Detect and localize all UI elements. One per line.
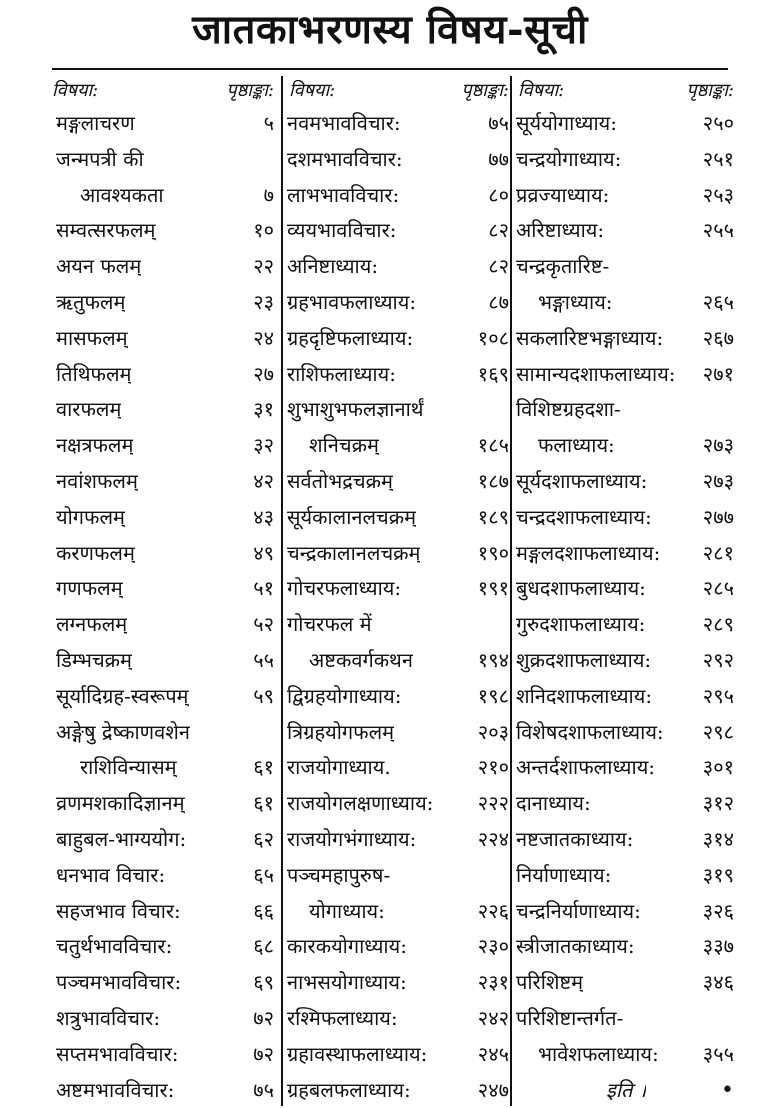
- toc-entry-page: २५०: [702, 111, 734, 135]
- toc-entry: [516, 500, 734, 536]
- toc-entry-page: १०८: [477, 325, 509, 350]
- toc-entry: [52, 750, 274, 786]
- toc-entry-title: त्रिग्रहयोगफलम्: [287, 719, 395, 744]
- end-dot: •: [721, 1077, 734, 1103]
- toc-entry-page: २९२: [702, 647, 734, 672]
- toc-entry: [287, 249, 509, 285]
- toc-entry-title: स्त्रीजातकाध्याय:: [516, 934, 635, 959]
- toc-entry-title: सम्वत्सरफलम्: [56, 218, 156, 243]
- toc-entry: [52, 679, 274, 715]
- toc-entry-title: नवांशफलम्: [56, 468, 138, 493]
- toc-entry-title: विशेषदशाफलाध्याय:: [516, 719, 664, 744]
- toc-entry-title: योगाध्याय:: [309, 898, 385, 923]
- toc-entry-page: २३०: [477, 934, 509, 959]
- toc-entry-page: २४५: [477, 1041, 509, 1066]
- toc-entry-title: सामान्यदशाफलाध्याय:: [516, 361, 676, 386]
- toc-entry-page: [730, 249, 734, 285]
- toc-entry-page: १९१: [477, 576, 509, 601]
- toc-entry: [516, 464, 734, 500]
- toc-entry-page: ३३७: [702, 934, 734, 959]
- toc-entry-page: ६१: [253, 755, 274, 780]
- toc-entry: [52, 929, 274, 965]
- toc-entry-title: अष्टकवर्गकथन: [309, 647, 413, 672]
- toc-entry: [516, 929, 734, 965]
- toc-entry-page: ३५५: [702, 1041, 734, 1066]
- toc-entry: [287, 929, 509, 965]
- toc-entry-title: चन्द्रकृतारिष्ट-: [516, 254, 610, 279]
- toc-column-2: [281, 76, 509, 1106]
- toc-entry-title: सर्वतोभद्रचक्रम्: [287, 468, 393, 493]
- toc-entry-title: लाभभावविचार:: [287, 182, 400, 207]
- toc-entry-title: भङ्गाध्याय:: [538, 289, 613, 314]
- toc-entry-page: २२४: [477, 826, 509, 851]
- toc-entry-page: २७७: [702, 504, 734, 529]
- toc-entry: [287, 894, 509, 930]
- toc-entry: [52, 715, 274, 751]
- toc-entry: [287, 392, 509, 428]
- toc-entry-title: सूर्यादिग्रह-स्वरूपम्: [56, 683, 189, 708]
- toc-entry-page: २८९: [702, 612, 734, 637]
- toc-entry-title: ग्रहबलफलाध्याय:: [287, 1077, 411, 1102]
- header-subject: विषया:: [518, 80, 565, 101]
- toc-entry: [287, 1001, 509, 1037]
- toc-entry-page: ६१: [253, 791, 274, 816]
- toc-entry-title: नक्षत्रफलम्: [56, 433, 134, 458]
- toc-entry-page: २५५: [702, 218, 734, 243]
- toc-entry-page: २१०: [477, 755, 509, 780]
- toc-entry-title: डिम्भचक्रम्: [56, 647, 132, 672]
- toc-entry-page: १९०: [477, 540, 509, 565]
- toc-entry-title: ग्रहावस्थाफलाध्याय:: [287, 1041, 428, 1066]
- toc-entry-title: सूर्यकालानलचक्रम्: [287, 504, 417, 529]
- toc-entry-title: सूर्ययोगाध्याय:: [516, 111, 617, 135]
- toc-entry-page: [730, 392, 734, 428]
- toc-entry-page: ८२: [488, 254, 509, 279]
- toc-entry: [516, 1001, 734, 1037]
- toc-entry-page: ८२: [488, 218, 509, 243]
- toc-entry: [52, 858, 274, 894]
- toc-entry-title: व्ययभावविचार:: [287, 218, 397, 243]
- toc-entry-title: शनिचक्रम्: [309, 433, 379, 458]
- toc-entry-title: तिथिफलम्: [56, 361, 132, 386]
- toc-entry-title: पञ्चमभावविचार:: [56, 970, 182, 995]
- toc-entry-title: सकलारिष्टभङ्गाध्याय:: [516, 325, 664, 350]
- toc-entry-title: परिशिष्टम्: [516, 970, 584, 995]
- toc-entry: [516, 643, 734, 679]
- header-page: पृष्ठाङ्का:: [686, 80, 734, 101]
- toc-entry-page: ८०: [488, 182, 509, 207]
- column-header: [287, 76, 509, 106]
- toc-entry: [516, 392, 734, 428]
- toc-entry-title: मङ्गलदशाफलाध्याय:: [516, 540, 661, 565]
- toc-entry: [516, 213, 734, 249]
- toc-entry: [516, 536, 734, 572]
- toc-entry-title: मासफलम्: [56, 325, 128, 350]
- toc-entry-title: सूर्यदशाफलाध्याय:: [516, 468, 648, 493]
- toc-entry-page: १८५: [477, 433, 509, 458]
- toc-entry: [516, 249, 734, 285]
- toc-entry: [287, 285, 509, 321]
- toc-entry-title: गणफलम्: [56, 576, 123, 601]
- toc-entry: [287, 715, 509, 751]
- toc-entry: [52, 536, 274, 572]
- end-marker: इति ।: [606, 1077, 647, 1102]
- toc-entry-page: ५: [263, 111, 274, 135]
- toc-entry: [52, 428, 274, 464]
- toc-entry: [287, 571, 509, 607]
- toc-entry-title: चन्द्रयोगाध्याय:: [516, 146, 622, 171]
- toc-entry-title: द्विग्रहयोगाध्याय:: [287, 683, 402, 708]
- toc-entry-page: १८९: [477, 504, 509, 529]
- toc-entry-page: २९८: [702, 719, 734, 744]
- toc-entry-title: गोचरफलाध्याय:: [287, 576, 402, 601]
- toc-entry: [52, 965, 274, 1001]
- toc-entry-title: दशमभावविचार:: [287, 146, 403, 171]
- toc-entry: [52, 500, 274, 536]
- toc-entry: [287, 357, 509, 393]
- toc-entry: [516, 428, 734, 464]
- toc-entry-page: ५२: [253, 612, 274, 637]
- toc-entry-title: अयन फलम्: [56, 254, 142, 279]
- toc-entry-title: चन्द्रदशाफलाध्याय:: [516, 504, 652, 529]
- toc-entry: [516, 786, 734, 822]
- toc-entry-page: ३१२: [702, 791, 734, 816]
- toc-entry-title: ग्रहभावफलाध्याय:: [287, 289, 417, 314]
- toc-entry-title: चतुर्थभावविचार:: [56, 934, 173, 959]
- toc-entry: [287, 643, 509, 679]
- toc-entry-title: लग्नफलम्: [56, 612, 128, 637]
- toc-entry-page: ३२६: [702, 898, 734, 923]
- toc-entry-title: वारफलम्: [56, 397, 122, 422]
- toc-entry: [52, 786, 274, 822]
- toc-entry-title: व्रणमशकादिज्ञानम्: [56, 791, 185, 816]
- toc-entry: [287, 607, 509, 643]
- toc-entry: [287, 500, 509, 536]
- toc-entry-page: २९५: [702, 683, 734, 708]
- toc-entry-page: ६५: [253, 862, 274, 887]
- toc-entry-page: १९४: [477, 647, 509, 672]
- toc-entry-title: धनभाव विचार:: [56, 862, 166, 887]
- toc-entry: [516, 142, 734, 178]
- toc-end-row: [516, 1073, 734, 1108]
- toc-entry: [52, 1073, 274, 1108]
- toc-entry-page: २८५: [702, 576, 734, 601]
- toc-entry-page: ६९: [253, 970, 274, 995]
- toc-entry-title: विशिष्टग्रहदशा-: [516, 397, 621, 422]
- toc-entry-page: २३१: [477, 970, 509, 995]
- toc-entry-title: सप्तमभावविचार:: [56, 1041, 179, 1066]
- toc-entry-title: राशिविन्यासम्: [80, 755, 177, 780]
- toc-entry: [287, 178, 509, 214]
- toc-entry-page: २७: [253, 361, 274, 386]
- header-page: पृष्ठाङ्का:: [461, 80, 509, 101]
- toc-entry-title: भावेशफलाध्याय:: [538, 1041, 659, 1066]
- toc-entry-title: राजयोगलक्षणाध्याय:: [287, 791, 434, 816]
- header-subject: विषया:: [52, 80, 99, 101]
- toc-entry-page: ८७: [488, 289, 509, 314]
- toc-entry-page: ३०१: [702, 755, 734, 780]
- toc-entry: [52, 213, 274, 249]
- toc-entry-title: गुरुदशाफलाध्याय:: [516, 612, 646, 637]
- toc-entry-title: चन्द्रनिर्याणाध्याय:: [516, 898, 641, 923]
- toc-entry: [516, 285, 734, 321]
- toc-entry: [516, 750, 734, 786]
- toc-entry: [516, 321, 734, 357]
- toc-entry-title: शुक्रदशाफलाध्याय:: [516, 647, 652, 672]
- toc-entry-page: २२२: [477, 791, 509, 816]
- toc-entry-page: २६७: [702, 325, 734, 350]
- toc-entry: [516, 178, 734, 214]
- toc-entry-page: २४७: [477, 1077, 509, 1102]
- toc-entry-title: करणफलम्: [56, 540, 135, 565]
- toc-entry-page: २४२: [477, 1005, 509, 1030]
- toc-entry: [52, 894, 274, 930]
- column-header: [52, 76, 274, 106]
- toc-entry-page: १९८: [477, 683, 509, 708]
- toc-entry-title: कारकयोगाध्याय:: [287, 934, 407, 959]
- toc-entry: [516, 357, 734, 393]
- toc-entry-page: २७३: [702, 468, 734, 493]
- toc-entry: [516, 679, 734, 715]
- toc-entry-title: जन्मपत्री की: [56, 146, 144, 171]
- toc-entry-page: २७३: [702, 433, 734, 458]
- toc-entry: [52, 285, 274, 321]
- toc-entry-title: पञ्चमहापुरुष-: [287, 862, 391, 887]
- toc-entry: [52, 142, 274, 178]
- toc-entry: [287, 213, 509, 249]
- toc-column-1: [52, 76, 274, 1106]
- toc-entry: [52, 822, 274, 858]
- toc-entry: [516, 715, 734, 751]
- toc-entry-page: २२६: [477, 898, 509, 923]
- toc-entry-page: ५९: [253, 683, 274, 708]
- toc-entry-page: १६९: [477, 361, 509, 386]
- toc-entry: [516, 607, 734, 643]
- toc-entry-title: नवमभावविचार:: [287, 111, 401, 135]
- toc-entry-page: ५५: [253, 647, 274, 672]
- toc-entry-page: ४३: [253, 504, 274, 529]
- toc-entry-page: २२: [253, 254, 274, 279]
- toc-entry-page: [505, 607, 509, 643]
- toc-entry-page: ७७: [488, 146, 509, 171]
- toc-entry: [516, 822, 734, 858]
- toc-entry-page: [730, 1001, 734, 1037]
- toc-entry: [516, 965, 734, 1001]
- toc-entry: [287, 321, 509, 357]
- toc-entry-title: अरिष्टाध्याय:: [516, 218, 605, 243]
- toc-entry-page: ३१: [253, 397, 274, 422]
- toc-entry-title: योगफलम्: [56, 504, 125, 529]
- toc-entry: [52, 571, 274, 607]
- title-rule: [52, 68, 728, 70]
- toc-entry-title: प्रव्रज्याध्याय:: [516, 182, 610, 207]
- toc-entry-title: आवश्यकता: [80, 182, 164, 207]
- toc-entry: [52, 607, 274, 643]
- page-title: जातकाभरणस्य विषय-सूची: [192, 6, 588, 53]
- toc-entry-page: २५३: [702, 182, 734, 207]
- toc-entry: [516, 894, 734, 930]
- toc-entry: [52, 464, 274, 500]
- toc-entry: [52, 1001, 274, 1037]
- toc-entry: [287, 464, 509, 500]
- toc-entry-title: बुधदशाफलाध्याय:: [516, 576, 646, 601]
- toc-entry-title: मङ्गलाचरण: [56, 111, 135, 135]
- toc-entry: [52, 321, 274, 357]
- toc-entry-page: २७१: [702, 361, 734, 386]
- toc-entry-title: ग्रहदृष्टिफलाध्याय:: [287, 325, 414, 350]
- toc-entry: [287, 750, 509, 786]
- toc-entry-page: ६८: [253, 934, 274, 959]
- toc-entry-page: [505, 858, 509, 894]
- toc-entry: [287, 965, 509, 1001]
- toc-entry: [287, 142, 509, 178]
- toc-entry-page: ३४६: [702, 970, 734, 995]
- toc-entry: [516, 106, 734, 142]
- toc-entry-title: अष्टमभावविचार:: [56, 1077, 175, 1102]
- toc-entry-page: ७५: [253, 1077, 274, 1102]
- toc-entry-page: ६२: [253, 826, 274, 851]
- toc-entry-title: राजयोगभंगाध्याय:: [287, 826, 417, 851]
- column-header: [516, 76, 734, 106]
- toc-entry-page: २६५: [702, 289, 734, 314]
- toc-entry: [52, 106, 274, 142]
- toc-entry-page: [270, 142, 274, 178]
- toc-entry-page: ७५: [488, 111, 509, 135]
- toc-entry-page: २०३: [477, 719, 509, 744]
- toc-entry-title: गोचरफल में: [287, 612, 372, 637]
- toc-entry-title: परिशिष्टान्तर्गत-: [516, 1005, 624, 1030]
- toc-entry-title: सहजभाव विचार:: [56, 898, 181, 923]
- toc-entry: [287, 428, 509, 464]
- toc-entry: [287, 1073, 509, 1108]
- toc-entry-title: शनिदशाफलाध्याय:: [516, 683, 653, 708]
- toc-entry-title: अन्तर्दशाफलाध्याय:: [516, 755, 656, 780]
- toc-entry-title: नष्टजातकाध्याय:: [516, 826, 634, 851]
- toc-entry-title: ऋतुफलम्: [56, 289, 126, 314]
- toc-entry: [516, 571, 734, 607]
- toc-entry: [287, 786, 509, 822]
- header-subject: विषया:: [289, 80, 336, 101]
- toc-entry-page: ४२: [253, 468, 274, 493]
- toc-entry-title: चन्द्रकालानलचक्रम्: [287, 540, 421, 565]
- toc-entry-page: ४९: [253, 540, 274, 565]
- toc-entry: [52, 643, 274, 679]
- toc-entry-page: २४: [253, 325, 274, 350]
- toc-entry-page: २८१: [702, 540, 734, 565]
- toc-entry: [287, 858, 509, 894]
- toc-entry-page: ६६: [253, 898, 274, 923]
- toc-entry-page: ७२: [253, 1005, 274, 1030]
- toc-entry-title: राजयोगाध्याय.: [287, 755, 391, 780]
- toc-entry-page: ३२: [253, 433, 274, 458]
- toc-entry: [287, 536, 509, 572]
- toc-entry-title: बाहुबल-भाग्ययोग:: [56, 826, 187, 851]
- toc-entry-page: [270, 715, 274, 751]
- toc-entry-page: ७: [263, 182, 274, 207]
- toc-entry-title: नाभसयोगाध्याय:: [287, 970, 407, 995]
- toc-entry-title: फलाध्याय:: [538, 433, 615, 458]
- toc-column-3: [510, 76, 734, 1106]
- toc-entry-page: १०: [253, 218, 274, 243]
- toc-entry: [287, 679, 509, 715]
- toc-entry-page: ३१९: [702, 862, 734, 887]
- toc-entry: [52, 1037, 274, 1073]
- toc-entry: [52, 392, 274, 428]
- toc-entry-title: शत्रुभावविचार:: [56, 1005, 161, 1030]
- toc-entry: [52, 178, 274, 214]
- toc-entry-page: ३१४: [702, 826, 734, 851]
- toc-entry: [287, 106, 509, 142]
- toc-entry-page: ५१: [253, 576, 274, 601]
- toc-entry-title: दानाध्याय:: [516, 791, 591, 816]
- toc-entry-title: शुभाशुभफलज्ञानार्थं: [287, 397, 424, 422]
- toc-entry-title: रश्मिफलाध्याय:: [287, 1005, 398, 1030]
- toc-entry: [287, 822, 509, 858]
- toc-entry-page: ७२: [253, 1041, 274, 1066]
- toc-entry-title: अङ्गेषु द्रेष्काणवशेन: [56, 719, 190, 744]
- toc-entry: [516, 1037, 734, 1073]
- toc-entry-page: २५१: [702, 146, 734, 171]
- toc-entry: [516, 858, 734, 894]
- toc-entry-title: अनिष्टाध्याय:: [287, 254, 379, 279]
- toc-entry-page: २३: [253, 289, 274, 314]
- toc-entry-title: निर्याणाध्याय:: [516, 862, 612, 887]
- toc-entry: [52, 357, 274, 393]
- toc-entry: [287, 1037, 509, 1073]
- toc-entry-page: [505, 392, 509, 428]
- header-page: पृष्ठाङ्का:: [226, 80, 274, 101]
- toc-entry-page: १८७: [477, 468, 509, 493]
- toc-entry-title: राशिफलाध्याय:: [287, 361, 396, 386]
- toc-entry: [52, 249, 274, 285]
